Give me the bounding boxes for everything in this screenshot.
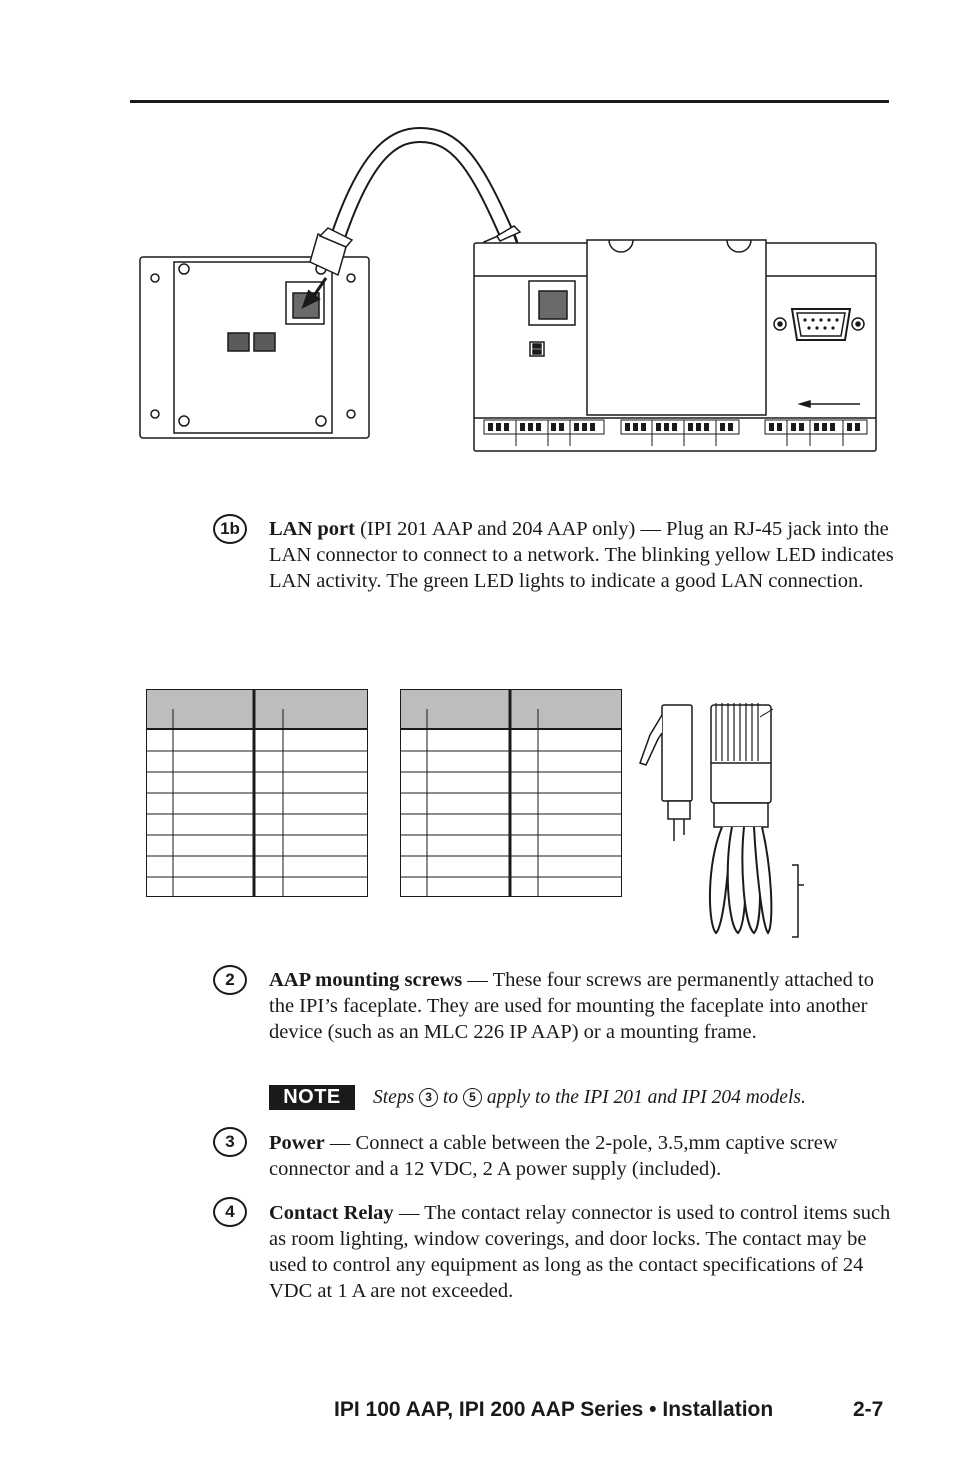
note-text	[373, 1084, 806, 1112]
lan-port-body: (IPI 201 AAP and 204 AAP only) — Plug an RJ-45 jack into the LAN connector to connect to a network. The blinking yellow LED indicates LAN activity. The green LED lights to indicate a good LAN connection.	[269, 518, 894, 592]
note-badge: NOTE	[269, 1085, 355, 1110]
callout-4: 4	[213, 1197, 247, 1227]
callout-2: 2	[213, 965, 247, 995]
pinout-table-left	[146, 689, 370, 901]
note-prefix: Steps	[373, 1087, 420, 1108]
footer-title: IPI 100 AAP, IPI 200 AAP Series • Installation	[334, 1398, 774, 1421]
lan-connection-diagram	[0, 0, 954, 470]
power-term: Power	[269, 1132, 325, 1154]
pinout-table-right	[400, 689, 624, 901]
contact-relay-term: Contact Relay	[269, 1202, 394, 1224]
ipi-cover-plate	[587, 240, 766, 415]
note-middle: to	[438, 1087, 463, 1108]
lan-port-term: LAN port	[269, 518, 355, 540]
contact-relay-body: — The contact relay connector is used to control items such as room lighting, window coverings, and door locks. The contact may be used to control any equipment as long as the contact specifications of 24 VDC at 1 A are not exceeded.	[269, 1202, 891, 1302]
mounting-screws-paragraph	[269, 967, 894, 1045]
footer-page-number: 2-7	[853, 1398, 884, 1421]
mounting-screws-term: AAP mounting screws	[269, 969, 463, 991]
note-row	[269, 1084, 909, 1112]
mounting-screws-body: — These four screws are permanently attached to the IPI’s faceplate. They are used for mounting the faceplate into another device (such as an MLC 226 IP AAP) or a mounting frame.	[269, 969, 874, 1043]
note-step-5: 5	[463, 1088, 482, 1107]
callout-1b: 1b	[213, 514, 247, 544]
power-body: — Connect a cable between the 2-pole, 3.5,mm captive screw connector and a 12 VDC, 2 A power supply (included).	[269, 1132, 838, 1180]
power-paragraph	[269, 1130, 894, 1182]
note-step-3: 3	[419, 1088, 438, 1107]
contact-relay-paragraph	[269, 1200, 894, 1304]
rj45-plug-illustration	[636, 695, 816, 945]
callout-3: 3	[213, 1127, 247, 1157]
lan-port-paragraph	[269, 516, 894, 594]
note-suffix: apply to the IPI 201 and IPI 204 models.	[481, 1087, 806, 1108]
